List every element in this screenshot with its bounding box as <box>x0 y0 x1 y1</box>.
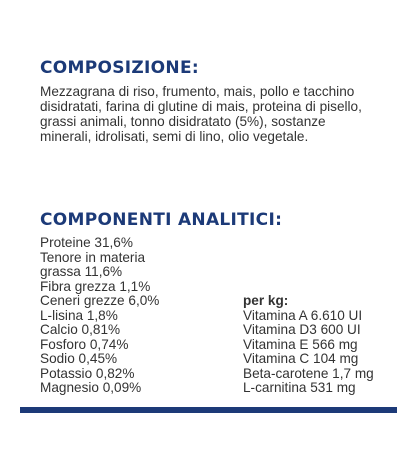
analytic-item: L-lisina 1,8% <box>40 307 118 323</box>
analytic-item: Fosforo 0,74% <box>40 336 129 352</box>
bottom-divider <box>20 407 397 413</box>
analytic-item: Tenore in materia <box>40 249 146 265</box>
vitamins-list <box>243 309 413 396</box>
analytic-item: Sodio 0,45% <box>40 351 118 366</box>
analytic-components-list <box>40 236 230 396</box>
vitamin-item: Vitamina E 566 mg <box>243 336 358 352</box>
analytic-item: Proteine 31,6% <box>40 235 133 250</box>
composition-text: Mezzagrana di riso, frumento, mais, pollo e tacchino disidratati, farina di glutine di mais, proteina di pisello, grassi animali, tonno disidratato (5%), sostanze minerali, idrolisati, semi di lino, olio vegetale. <box>40 84 362 144</box>
vitamin-item: L-carnitina 531 mg <box>243 380 356 395</box>
analytic-item: grassa 11,6% <box>40 264 123 279</box>
analytic-components-heading: COMPONENTI ANALITICI: <box>40 210 283 230</box>
analytic-item: Calcio 0,81% <box>40 322 121 337</box>
analytic-item: Magnesio 0,09% <box>40 380 142 395</box>
vitamin-item: Vitamina D3 600 UI <box>243 322 361 337</box>
vitamins-block <box>243 294 413 396</box>
analytic-item: Fibra grezza 1,1% <box>40 278 151 294</box>
per-kg-label: per kg: <box>243 293 289 308</box>
vitamin-item: Vitamina C 104 mg <box>243 351 359 366</box>
vitamin-item: Beta-carotene 1,7 mg <box>243 365 374 381</box>
analytic-item: Ceneri grezze 6,0% <box>40 293 160 308</box>
composition-heading: COMPOSIZIONE: <box>40 58 199 78</box>
analytic-item: Potassio 0,82% <box>40 365 135 381</box>
vitamin-item: Vitamina A 6.610 UI <box>243 307 363 323</box>
